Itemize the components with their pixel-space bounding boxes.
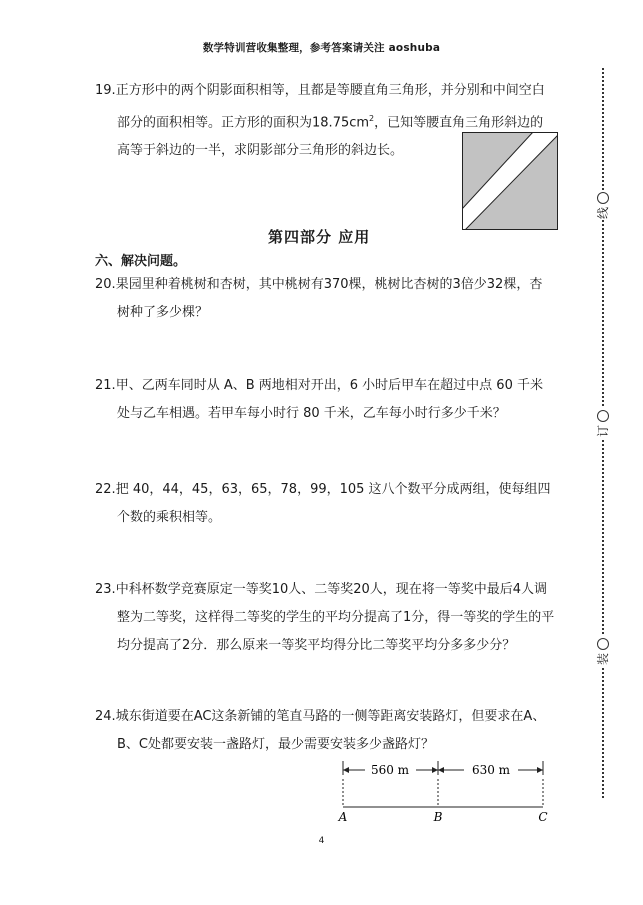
part-title: 第四部分 应用 (268, 228, 371, 246)
question-text: 正方形中的两个阴影面积相等，且都是等腰直角三角形，并分别和中间空白部分的面积相等。正方形的面积为 (115, 83, 545, 131)
question-text: 城东街道要在AC这条新铺的笔直马路的一侧等距离安装路灯，但要求在A、B、C处都要安装一盏路灯，最少需要安装多少盏路灯？ (115, 709, 546, 752)
question-text: 甲、乙两车同时从 A、B 两地相对开出，6 小时后甲车在超过中点 60 千米处与乙车相遇。若甲车每小时行 80 千米，乙车每小时行多少千米？ (115, 378, 543, 421)
question-text: 把 40，44，45，63，65，78，99，105 这八个数平分成两组，使每组四个数的乘积相等。 (115, 482, 551, 525)
binding-mark-top: 线 (590, 190, 616, 220)
point-c-label: C (538, 810, 548, 824)
square-figure (462, 132, 558, 230)
question-text-cont: ，已知等腰直角三角形斜边的高等于斜边的一半，求阴影部分三角形的斜边长。 (117, 115, 544, 159)
area-value: 18.75cm (312, 115, 370, 131)
area-exponent: 2 (369, 114, 375, 123)
distance-ab-label: 560 m (370, 763, 410, 777)
question-20 (95, 271, 555, 327)
binding-mark-bottom: 装 (590, 636, 616, 666)
binding-mark-mid: 订 (590, 408, 616, 438)
section-label: 六、解决问题。 (95, 254, 187, 269)
question-text: 果园里种着桃树和杏树，其中桃树有370棵，桃树比杏树的3倍少32棵，杏树种了多少棵？ (115, 277, 543, 320)
question-number: 24. (95, 709, 116, 724)
page-number: 4 (318, 836, 325, 846)
question-22 (95, 476, 555, 532)
question-number: 19. (95, 83, 116, 98)
question-number: 22. (95, 482, 116, 497)
point-b-label: B (433, 810, 443, 824)
distance-bc-label: 630 m (471, 763, 511, 777)
question-21 (95, 372, 555, 428)
question-24 (95, 703, 555, 759)
page-header: 数学特训营收集整理，参考答案请关注 aoshuba (202, 42, 441, 54)
road-diagram (330, 755, 560, 827)
question-23 (95, 576, 555, 660)
question-number: 20. (95, 277, 116, 292)
question-number: 23. (95, 582, 116, 597)
point-a-label: A (338, 810, 348, 824)
question-text: 中科杯数学竞赛原定一等奖10人、二等奖20人，现在将一等奖中最后4人调整为二等奖，这样得二等奖的学生的平均分提高了1分，得一等奖的学生的平均分提高了2分．那么原来一等奖平均得分比二等奖平均分多多少分？ (115, 582, 555, 653)
question-number: 21. (95, 378, 116, 393)
